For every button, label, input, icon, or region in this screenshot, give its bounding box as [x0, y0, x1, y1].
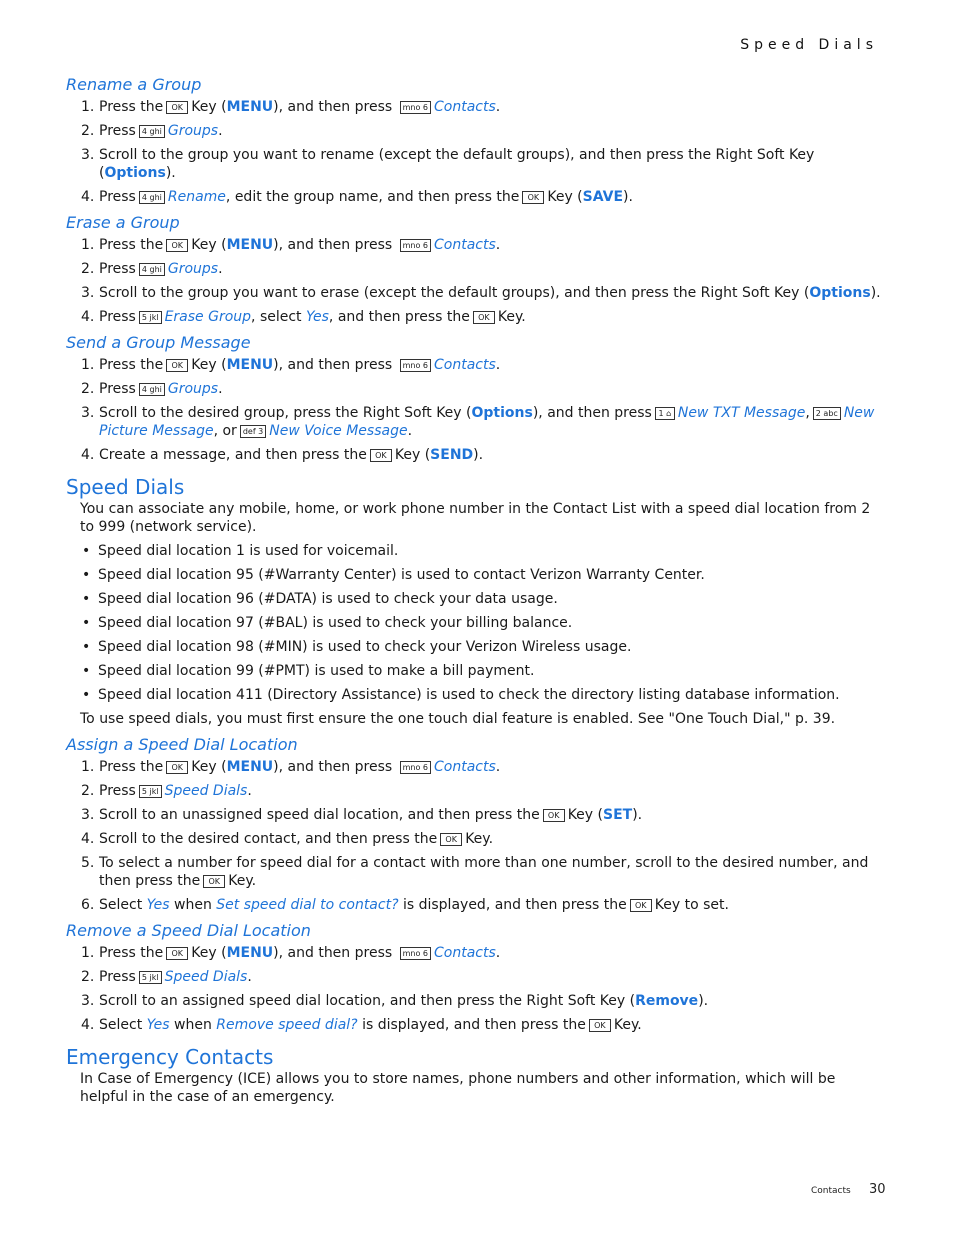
text: ), and then press: [273, 357, 393, 373]
step: [66, 122, 886, 140]
ok-key-icon: OK: [166, 101, 188, 114]
text: .: [495, 237, 501, 253]
key-2-icon: 2 abc: [813, 407, 841, 420]
key-5-icon: 5 jkl: [139, 785, 162, 798]
text: Press the: [99, 759, 164, 775]
new-picture-message-link: New Picture Message: [99, 405, 875, 439]
key-4-icon: 4 ghi: [139, 263, 165, 276]
rename-link: Rename: [167, 189, 226, 205]
contacts-link: Contacts: [434, 945, 496, 961]
heading-erase-group: Erase a Group: [66, 213, 180, 232]
steps-erase-group: [66, 236, 886, 326]
step-number: 2.: [81, 381, 95, 397]
step-number: 6.: [81, 897, 95, 913]
running-header: Speed Dials: [740, 37, 878, 53]
steps-send-group-message: [66, 356, 886, 464]
options-keyword: Options: [471, 405, 533, 421]
text: Press: [99, 969, 136, 985]
steps-rename-group: [66, 98, 886, 206]
text: Scroll to the desired contact, and then press the: [99, 831, 438, 847]
step-number: 2.: [81, 783, 95, 799]
key-6-icon: mno 6: [400, 101, 431, 114]
remove-keyword: Remove: [635, 993, 699, 1009]
step: [66, 446, 886, 464]
text: Press: [99, 783, 136, 799]
text: when: [174, 897, 212, 913]
page-content: [66, 74, 886, 1112]
text: ), and then press: [273, 945, 393, 961]
step: [66, 992, 886, 1010]
text: when: [174, 1017, 212, 1033]
text: is displayed, and then press the: [402, 897, 627, 913]
text: .: [218, 123, 223, 139]
step-number: 1.: [81, 945, 95, 961]
list-item: • Speed dial location 95 (#Warranty Center) is used to contact Verizon Warranty Center.: [66, 566, 886, 584]
contacts-link: Contacts: [434, 99, 496, 115]
ok-key-icon: OK: [630, 899, 652, 912]
ok-key-icon: OK: [370, 449, 392, 462]
step: [66, 1016, 886, 1034]
step-number: 1.: [81, 99, 95, 115]
footer-section-label: Contacts: [811, 1186, 851, 1196]
text: Press: [99, 309, 136, 325]
list-item: • Speed dial location 98 (#MIN) is used to check your Verizon Wireless usage.: [66, 638, 886, 656]
text: , or: [213, 423, 237, 439]
text: Key (: [547, 189, 583, 205]
heading-assign-speed-dial: Assign a Speed Dial Location: [66, 735, 298, 754]
yes-option: Yes: [146, 1017, 170, 1033]
steps-assign-speed-dial: [66, 758, 886, 914]
text: Press the: [99, 99, 164, 115]
text: .: [247, 783, 252, 799]
step-number: 2.: [81, 123, 95, 139]
key-6-icon: mno 6: [400, 947, 431, 960]
speed-dial-list: [66, 542, 886, 704]
key-4-icon: 4 ghi: [139, 125, 165, 138]
speed-dials-link: Speed Dials: [164, 969, 248, 985]
key-1-icon: 1 ⌂: [655, 407, 675, 420]
text: Key.: [497, 309, 526, 325]
text: Key.: [228, 873, 257, 889]
speed-dials-intro: You can associate any mobile, home, or work phone number in the Contact List with a speed dial location from 2 to 999 (network service).: [80, 501, 871, 535]
text: ), and then press: [532, 405, 652, 421]
key-5-icon: 5 jkl: [139, 971, 162, 984]
emergency-contacts-intro: In Case of Emergency (ICE) allows you to store names, phone numbers and other information, which will be helpful in the case of an emergency.: [80, 1071, 836, 1105]
text: Press: [99, 189, 136, 205]
text: Key (: [191, 99, 227, 115]
text: Key (: [191, 945, 227, 961]
contacts-link: Contacts: [434, 357, 496, 373]
step-number: 1.: [81, 759, 95, 775]
steps-remove-speed-dial: [66, 944, 886, 1034]
menu-keyword: MENU: [226, 237, 274, 253]
text: Key (: [394, 447, 431, 463]
text: Key (: [567, 807, 603, 823]
step: [66, 854, 886, 890]
text: .: [495, 759, 501, 775]
step-number: 1.: [81, 357, 95, 373]
key-4-icon: 4 ghi: [139, 383, 165, 396]
ok-key-icon: OK: [440, 833, 462, 846]
text: ,: [805, 405, 810, 421]
text: ).: [165, 165, 176, 181]
text: .: [495, 99, 501, 115]
text: Key (: [191, 357, 227, 373]
list-item: • Speed dial location 99 (#PMT) is used to make a bill payment.: [66, 662, 886, 680]
text: .: [218, 381, 223, 397]
step-number: 3.: [81, 147, 95, 163]
text: ).: [870, 285, 881, 301]
step-number: 4.: [81, 447, 95, 463]
text: ), and then press: [273, 759, 393, 775]
key-6-icon: mno 6: [400, 359, 431, 372]
set-speed-dial-prompt: Set speed dial to contact?: [216, 897, 399, 913]
text: ), and then press: [273, 237, 393, 253]
yes-option: Yes: [306, 309, 329, 325]
ok-key-icon: OK: [166, 239, 188, 252]
ok-key-icon: OK: [203, 875, 225, 888]
step: [66, 308, 886, 326]
page-number: 30: [869, 1182, 886, 1197]
step: [66, 968, 886, 986]
heading-send-group-message: Send a Group Message: [66, 333, 251, 352]
text: Scroll to the group you want to rename (except the default groups), and then press the Right Soft Key (: [99, 147, 815, 181]
text: .: [247, 969, 252, 985]
key-4-icon: 4 ghi: [139, 191, 165, 204]
text: Key (: [191, 237, 227, 253]
step-number: 4.: [81, 1017, 95, 1033]
text: To select a number for speed dial for a contact with more than one number, scroll to the desired number, and then press the: [99, 855, 869, 889]
yes-option: Yes: [146, 897, 170, 913]
text: Key to set.: [654, 897, 729, 913]
heading-rename-group: Rename a Group: [66, 75, 202, 94]
text: Press the: [99, 945, 164, 961]
key-5-icon: 5 jkl: [139, 311, 162, 324]
text: Press: [99, 123, 136, 139]
step: [66, 944, 886, 962]
groups-link: Groups: [167, 381, 219, 397]
options-keyword: Options: [809, 285, 871, 301]
text: Key.: [465, 831, 494, 847]
text: .: [218, 261, 223, 277]
contacts-link: Contacts: [434, 237, 496, 253]
new-txt-message-link: New TXT Message: [677, 405, 806, 421]
text: Press the: [99, 237, 164, 253]
step: [66, 146, 886, 182]
step-number: 2.: [81, 969, 95, 985]
ok-key-icon: OK: [543, 809, 565, 822]
text: ).: [473, 447, 484, 463]
new-voice-message-link: New Voice Message: [269, 423, 408, 439]
remove-speed-dial-prompt: Remove speed dial?: [216, 1017, 358, 1033]
text: Press: [99, 381, 136, 397]
heading-speed-dials: Speed Dials: [66, 475, 185, 499]
text: Scroll to an assigned speed dial location, and then press the Right Soft Key (: [99, 993, 636, 1009]
step: [66, 380, 886, 398]
text: Scroll to the group you want to erase (except the default groups), and then press the Right Soft Key (: [99, 285, 810, 301]
save-keyword: SAVE: [582, 189, 624, 205]
list-item: • Speed dial location 96 (#DATA) is used to check your data usage.: [66, 590, 886, 608]
heading-remove-speed-dial: Remove a Speed Dial Location: [66, 921, 311, 940]
step-number: 3.: [81, 807, 95, 823]
step-number: 5.: [81, 855, 95, 871]
step-number: 2.: [81, 261, 95, 277]
key-6-icon: mno 6: [400, 239, 431, 252]
text: Key (: [191, 759, 227, 775]
ok-key-icon: OK: [166, 761, 188, 774]
menu-keyword: MENU: [226, 945, 274, 961]
ok-key-icon: OK: [473, 311, 495, 324]
step: [66, 284, 886, 302]
groups-link: Groups: [167, 261, 219, 277]
step: [66, 260, 886, 278]
step: [66, 188, 886, 206]
step-number: 1.: [81, 237, 95, 253]
text: Scroll to an unassigned speed dial location, and then press the: [99, 807, 540, 823]
text: Scroll to the desired group, press the Right Soft Key (: [99, 405, 472, 421]
step: [66, 236, 886, 254]
ok-key-icon: OK: [589, 1019, 611, 1032]
ok-key-icon: OK: [166, 947, 188, 960]
text: ).: [632, 807, 643, 823]
list-item: • Speed dial location 411 (Directory Assistance) is used to check the directory listing database information.: [66, 686, 886, 704]
step: [66, 404, 886, 440]
ok-key-icon: OK: [522, 191, 544, 204]
groups-link: Groups: [167, 123, 219, 139]
text: Select: [99, 1017, 143, 1033]
text: ).: [623, 189, 633, 205]
send-keyword: SEND: [430, 447, 474, 463]
text: Select: [99, 897, 143, 913]
step-number: 3.: [81, 405, 95, 421]
options-keyword: Options: [104, 165, 166, 181]
ok-key-icon: OK: [166, 359, 188, 372]
list-item: • Speed dial location 1 is used for voicemail.: [66, 542, 886, 560]
text: Press: [99, 261, 136, 277]
text: .: [495, 357, 501, 373]
step-number: 3.: [81, 993, 95, 1009]
speed-dials-outro: To use speed dials, you must first ensure the one touch dial feature is enabled. See "One Touch Dial," p. 39.: [80, 711, 836, 727]
heading-emergency-contacts: Emergency Contacts: [66, 1045, 274, 1069]
contacts-link: Contacts: [434, 759, 496, 775]
text: , select: [251, 309, 302, 325]
set-keyword: SET: [602, 807, 633, 823]
text: Press the: [99, 357, 164, 373]
speed-dials-link: Speed Dials: [164, 783, 248, 799]
step: [66, 98, 886, 116]
text: , edit the group name, and then press the: [225, 189, 520, 205]
step: [66, 758, 886, 776]
step: [66, 356, 886, 374]
step-number: 4.: [81, 189, 95, 205]
text: Create a message, and then press the: [99, 447, 367, 463]
step: [66, 782, 886, 800]
text: .: [495, 945, 501, 961]
step: [66, 806, 886, 824]
text: , and then press the: [328, 309, 470, 325]
key-6-icon: mno 6: [400, 761, 431, 774]
text: ).: [698, 993, 709, 1009]
step: [66, 896, 886, 914]
text: Key.: [613, 1017, 642, 1033]
text: ), and then press: [273, 99, 393, 115]
erase-group-link: Erase Group: [164, 309, 252, 325]
step-number: 3.: [81, 285, 95, 301]
key-3-icon: def 3: [240, 425, 266, 438]
menu-keyword: MENU: [226, 759, 274, 775]
step: [66, 830, 886, 848]
list-item: • Speed dial location 97 (#BAL) is used to check your billing balance.: [66, 614, 886, 632]
menu-keyword: MENU: [226, 99, 274, 115]
step-number: 4.: [81, 831, 95, 847]
menu-keyword: MENU: [226, 357, 274, 373]
text: is displayed, and then press the: [362, 1017, 586, 1033]
text: .: [407, 423, 413, 439]
step-number: 4.: [81, 309, 95, 325]
